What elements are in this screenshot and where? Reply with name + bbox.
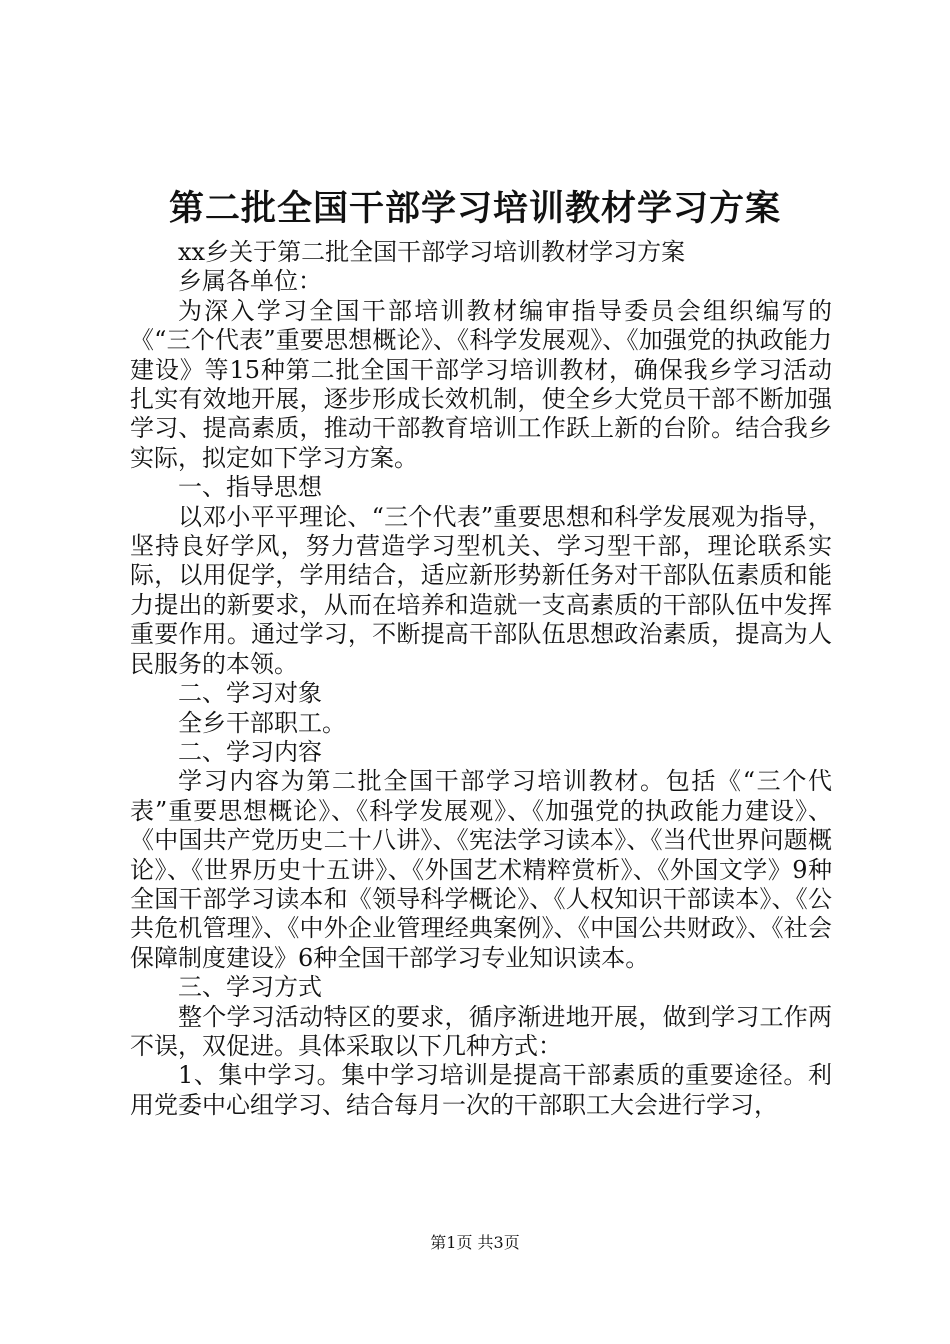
method-item-1: 1、集中学习。集中学习培训是提高干部素质的重要途径。利用党委中心组学习、结合每月一次的干部职工大会进行学习， <box>130 1061 832 1119</box>
document-body <box>130 238 832 1120</box>
section-heading-study-targets: 二、学习对象 <box>178 679 322 708</box>
section-heading-guiding-thought: 一、指导思想 <box>178 473 322 502</box>
guiding-thought-paragraph: 以邓小平平理论、“三个代表”重要思想和科学发展观为指导，坚持良好学风，努力营造学习型机关、学习型干部，理论联系实际，以用促学，学用结合，适应新形势新任务对干部队伍素质和能力提出的新要求，从而在培养和造就一支高素质的干部队伍中发挥重要作用。通过学习，不断提高干部队伍思想政治素质，提高为人民服务的本领。 <box>130 502 832 678</box>
study-methods-paragraph: 整个学习活动特区的要求，循序渐进地开展，做到学习工作两不误，双促进。具体采取以下几种方式： <box>130 1002 832 1060</box>
page-footer: 第1页 共3页 <box>430 1233 520 1252</box>
study-content-paragraph: 学习内容为第二批全国干部学习培训教材。包括《“三个代表”重要思想概论》、《科学发展观》、《加强党的执政能力建设》、《中国共产党历史二十八讲》、《宪法学习读本》、《当代世界问题概论》、《世界历史十五讲》、《外国艺术精粹赏析》、《外国文学》9种全国干部学习读本和《领导科学概论》、《人权知识干部读本》、《公共危机管理》、《中外企业管理经典案例》、《中国公共财政》、《社会保障制度建设》6种全国干部学习专业知识读本。 <box>130 767 832 972</box>
study-targets-paragraph: 全乡干部职工。 <box>178 708 346 737</box>
doc-heading-line: xx乡关于第二批全国干部学习培训教材学习方案 <box>178 238 686 266</box>
section-heading-study-content: 二、学习内容 <box>178 737 322 766</box>
section-heading-study-methods: 三、学习方式 <box>178 973 322 1002</box>
salutation: 乡属各单位： <box>178 267 322 296</box>
document-title: 第二批全国干部学习培训教材学习方案 <box>168 188 781 229</box>
intro-paragraph: 为深入学习全国干部培训教材编审指导委员会组织编写的《“三个代表”重要思想概论》、《科学发展观》、《加强党的执政能力建设》等15种第二批全国干部学习培训教材，确保我乡学习活动扎实有效地开展，逐步形成长效机制，使全乡大党员干部不断加强学习、提高素质，推动干部教育培训工作跃上新的台阶。结合我乡实际，拟定如下学习方案。 <box>130 296 832 472</box>
